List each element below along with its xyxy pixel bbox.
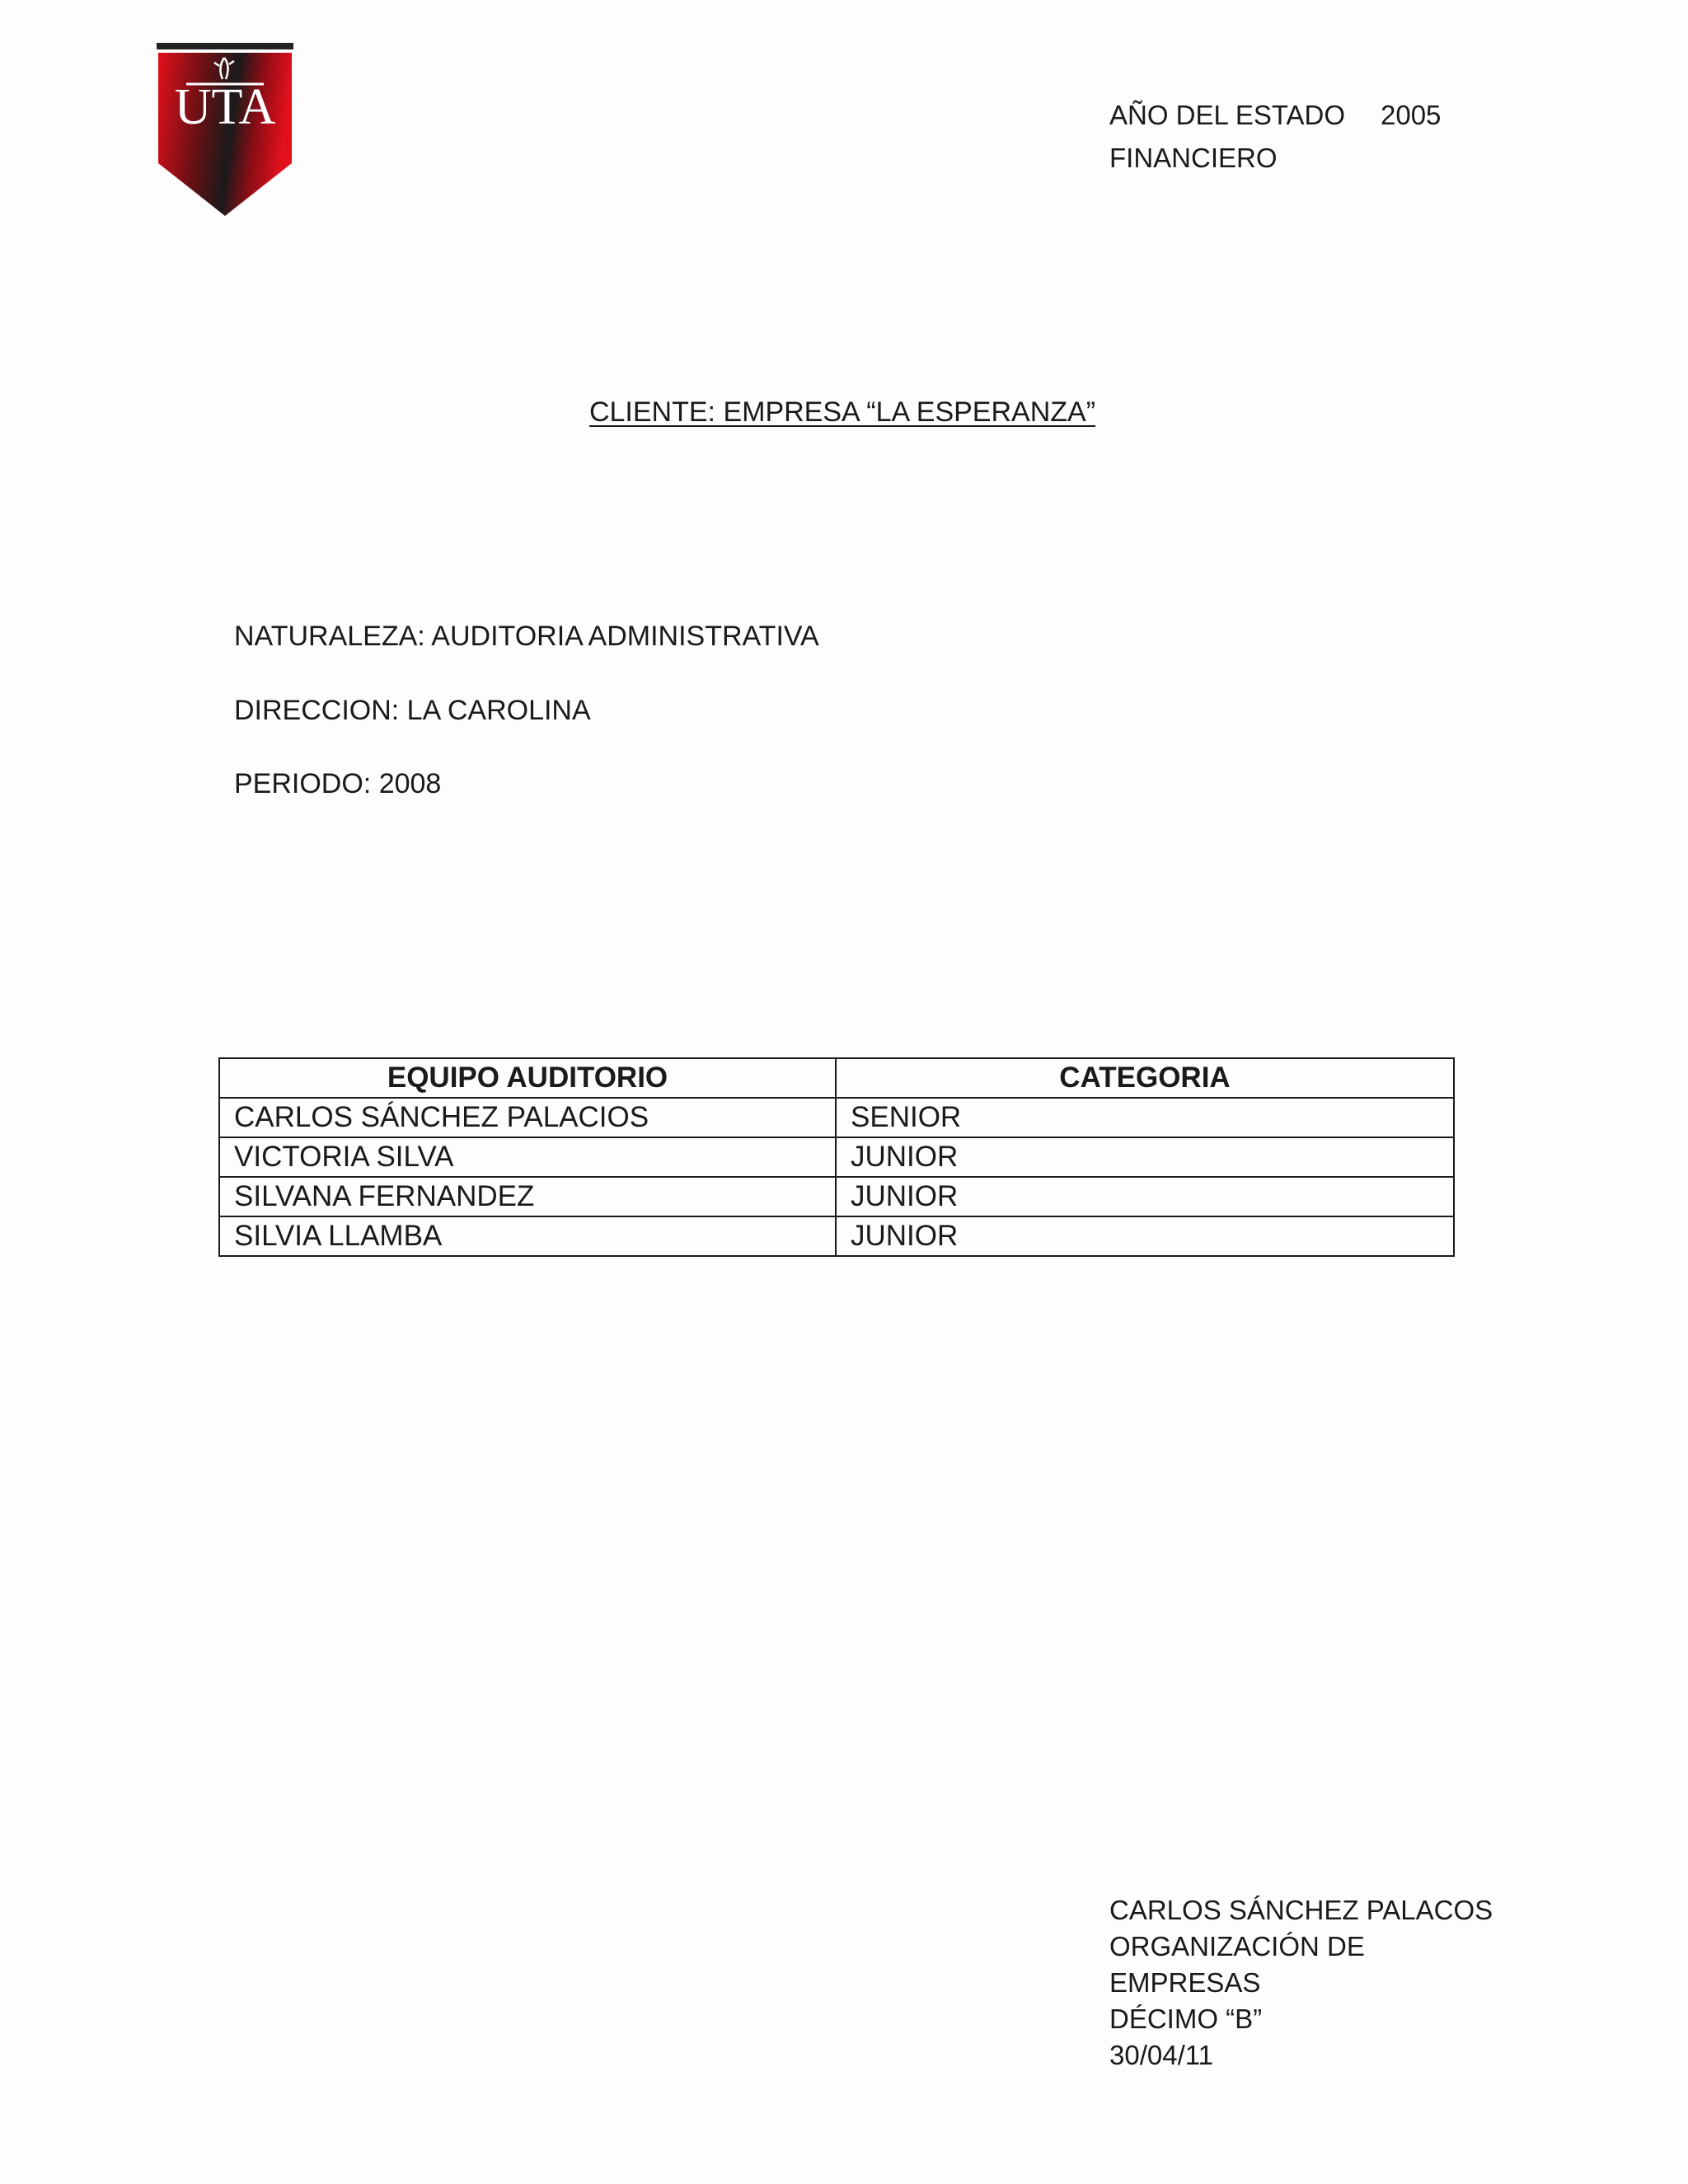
header-label-line2: FINANCIERO	[1109, 143, 1278, 173]
footer-author: CARLOS SÁNCHEZ PALACOS	[1109, 1895, 1493, 1925]
member-name: VICTORIA SILVA	[219, 1137, 836, 1177]
member-category: JUNIOR	[836, 1216, 1454, 1256]
member-name: SILVIA LLAMBA	[219, 1216, 836, 1256]
member-category: JUNIOR	[836, 1177, 1454, 1216]
footer-course: DÉCIMO “B”	[1109, 2004, 1263, 2034]
header-label-line1: AÑO DEL ESTADO	[1109, 100, 1346, 130]
header-year: 2005	[1381, 100, 1442, 130]
member-category: SENIOR	[836, 1098, 1454, 1137]
info-direccion: DIRECCION: LA CAROLINA	[234, 695, 591, 726]
document-title-text: CLIENTE: EMPRESA “LA ESPERANZA”	[588, 396, 1096, 428]
table-row	[219, 1177, 1454, 1216]
table-row	[219, 1137, 1454, 1177]
column-header-equipo: EQUIPO AUDITORIO	[219, 1058, 836, 1098]
header-label	[1109, 94, 1345, 180]
member-name: SILVANA FERNANDEZ	[219, 1177, 836, 1216]
table-row	[219, 1216, 1454, 1256]
member-name: CARLOS SÁNCHEZ PALACIOS	[219, 1098, 836, 1137]
info-naturaleza: NATURALEZA: AUDITORIA ADMINISTRATIVA	[234, 621, 819, 652]
table-header-row	[219, 1058, 1454, 1098]
logo-text: UTA	[174, 79, 276, 135]
column-header-categoria: CATEGORIA	[836, 1058, 1454, 1098]
footer-date: 30/04/11	[1109, 2040, 1214, 2070]
uta-logo	[155, 41, 295, 223]
footer-subject-line2: EMPRESAS	[1109, 1967, 1261, 1998]
info-periodo: PERIODO: 2008	[234, 768, 442, 799]
table-row	[219, 1098, 1454, 1137]
footer-subject-line1: ORGANIZACIÓN DE	[1109, 1931, 1365, 1961]
audit-team-table	[218, 1057, 1455, 1257]
document-title	[0, 391, 1688, 434]
member-category: JUNIOR	[836, 1137, 1454, 1177]
author-footer	[1109, 1892, 1493, 2074]
